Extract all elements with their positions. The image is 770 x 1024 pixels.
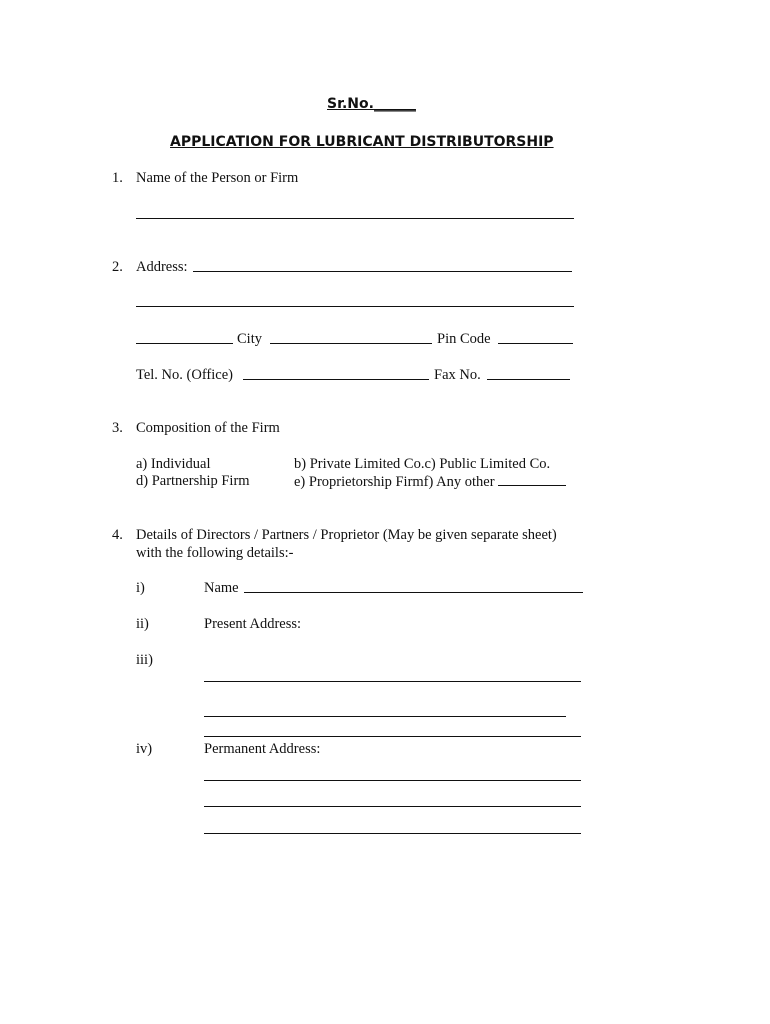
- present-address-label: Present Address:: [204, 616, 302, 632]
- item-iii-roman: iii): [136, 652, 153, 668]
- item-iv-roman: iv): [136, 741, 153, 757]
- fax-label: Fax No.: [434, 367, 481, 383]
- q3-number: 3.: [112, 420, 123, 436]
- address-line-1[interactable]: [193, 271, 572, 272]
- tel-office-label: Tel. No. (Office): [136, 367, 233, 383]
- address-label: Address:: [136, 259, 188, 275]
- q1-label: Name of the Person or Firm: [136, 170, 299, 186]
- permanent-address-line-3[interactable]: [204, 833, 581, 834]
- serial-number: [327, 95, 416, 113]
- pin-code-label: Pin Code: [437, 331, 491, 347]
- address-line-2[interactable]: [136, 306, 574, 307]
- fax-field-line[interactable]: [487, 379, 570, 380]
- director-name-field-line[interactable]: [244, 592, 583, 593]
- q2-number: 2.: [112, 259, 123, 275]
- city-field-line[interactable]: [270, 343, 432, 344]
- option-partnership-firm[interactable]: d) Partnership Firm: [136, 473, 250, 489]
- locality-field-line[interactable]: [136, 343, 233, 344]
- q4-line-1: Details of Directors / Partners / Proprietor (May be given separate sheet): [136, 527, 557, 543]
- q4-number: 4.: [112, 527, 123, 543]
- serial-number-blank[interactable]: ______: [373, 96, 416, 112]
- name-field-line[interactable]: [136, 218, 574, 219]
- permanent-address-label: Permanent Address:: [204, 741, 321, 757]
- option-private-public-limited[interactable]: b) Private Limited Co.c) Public Limited Co.: [294, 456, 551, 472]
- option-proprietorship-label: e) Proprietorship Firmf) Any other: [294, 474, 495, 490]
- option-proprietorship-any-other[interactable]: [294, 472, 566, 491]
- item-name-label: Name: [204, 580, 239, 596]
- present-address-line-3[interactable]: [204, 736, 581, 737]
- permanent-address-line-2[interactable]: [204, 806, 581, 807]
- any-other-field-line[interactable]: [498, 472, 566, 486]
- permanent-address-line-1[interactable]: [204, 780, 581, 781]
- q4-line-2: with the following details:-: [136, 545, 294, 561]
- option-individual[interactable]: a) Individual: [136, 456, 211, 472]
- present-address-line-1[interactable]: [204, 681, 581, 682]
- q1-number: 1.: [112, 170, 123, 186]
- item-i-roman: i): [136, 580, 145, 596]
- pin-code-field-line[interactable]: [498, 343, 573, 344]
- q3-label: Composition of the Firm: [136, 420, 280, 436]
- tel-office-field-line[interactable]: [243, 379, 429, 380]
- form-title: APPLICATION FOR LUBRICANT DISTRIBUTORSHIP: [170, 134, 554, 150]
- present-address-line-2[interactable]: [204, 716, 566, 717]
- serial-number-label: Sr.No.: [327, 96, 374, 112]
- item-ii-roman: ii): [136, 616, 149, 632]
- city-label: City: [237, 331, 262, 347]
